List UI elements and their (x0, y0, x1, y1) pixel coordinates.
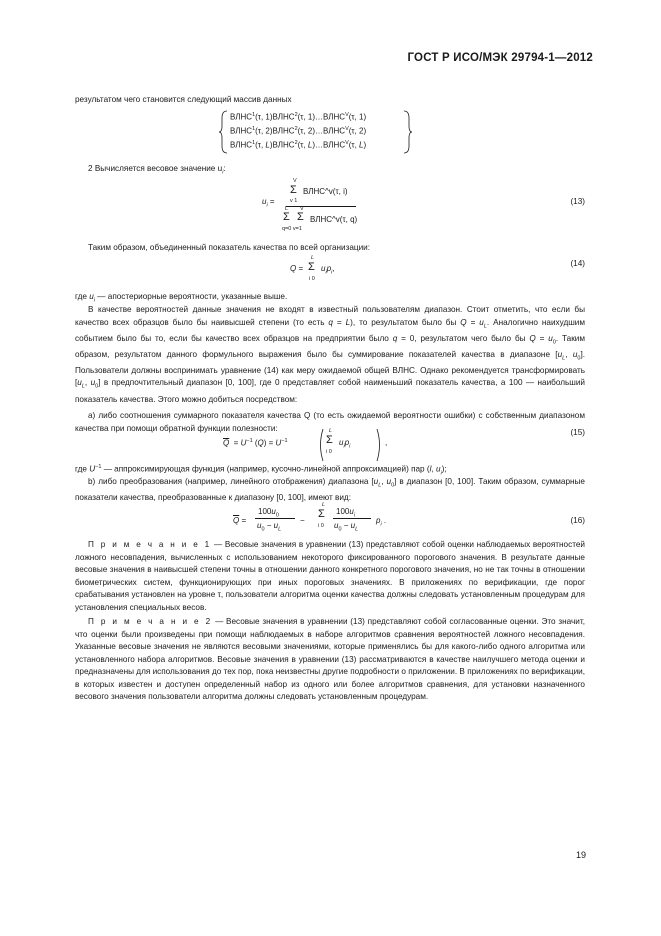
note-2: П р и м е ч а н и е 2 — Весовые значения в уравнении (13) представляют собой согласованные оценки. Это значит, что оценки были произведены при помощи наблюдаемых в наборе алгоритмов сравнения вероятностей ложного несовпадения. Указанные весовые значения не являются весовыми значениями, которые применялись бы для какого-либо одного алгоритма или установленного набора алгоритмов. Весовые значения в уравнении (13) рассматриваются в качестве наилучшего метода оценки и предназначены для использования до тех пор, пока неизвестны другие подробности о приложении. В приложениях по верификации, в которых известен и доступен определенный набор из одного или более алгоритмов сравнения, для установки назначенного весового значения пользователи алгоритма должны следовать установленным процедурам. (75, 617, 585, 701)
option-a-paragraph: а) либо соотношения суммарного показателя качества Q (то есть ожидаемой вероятности ошибки) с собственным диапазоном качества при помощи обратной функции полезности: (75, 411, 585, 433)
option-b-paragraph: b) либо преобразования (например, линейного отображения) диапазона [$u_L$, $u_0$] в диапазон [0, 100]. Таким образом, суммарные показатели качества, преобразованные к диапазону [0, 100], имеют вид: (75, 477, 585, 503)
step-2-text: 2 Вычисляется весовое значение $u_i$: (88, 164, 226, 176)
thus-paragraph: Таким образом, объединенный показатель качества по всей организации: (88, 243, 371, 252)
eq13-number: (13) (570, 197, 585, 206)
eq16-number: (16) (570, 516, 585, 525)
note-1: П р и м е ч а н и е 1 — Весовые значения в уравнении (13) представляют собой оценки наблюдаемых вероятностей ложного несовпадения, вычисленных с использованием некоторого фиксированного порогового значения. В результате данные весовые значения в наивысшей степени точны в отношении данного конкретного порогового значения, но не так точны в отношении биометрических систем, функционирующих при иных пороговых значениях. В приложениях по верификации, где порог срабатывания установлен на уровне τ, пользователи алгоритма оценки качества должны следовать установленным процедурам для установления специальных весов. (75, 540, 585, 612)
page-number: 19 (575, 850, 586, 860)
eq14-number: (14) (570, 259, 585, 268)
eq15-number: (15) (570, 428, 585, 437)
matrix-row-3: ВЛНС$^1$(τ, L)ВЛНС$^2$(τ, $L)\dots ВЛНС^V(\tau$, L) (230, 140, 367, 150)
intro-line: результатом чего становится следующий массив данных (75, 95, 292, 104)
matrix-row-2: ВЛНС$^1$(τ, 2)ВЛНС$^2$(τ, $2)\dots ВЛНС^V(\tau$, 2) (230, 126, 367, 136)
document-header: ГОСТ Р ИСО/МЭК 29794-1—2012 (407, 52, 593, 64)
where-U-line: где $U^{-1}$ — аппроксимирующая функция (например, кусочно-линейной аппроксимацией) пар (l, $u_i$); (75, 464, 447, 477)
matrix-row-1: ВЛНС$^1$(τ, 1)ВЛНС$^2$(τ, $1)\dots ВЛНС^V(\tau$, 1) (230, 112, 367, 122)
where-u-line: где $u_i$ — апостериорные вероятности, указанные выше. (75, 292, 288, 304)
matrix-right-bracket (400, 110, 414, 154)
main-paragraph: В качестве вероятностей данные значения не входят в известный пользователям диапазон. Стоит отметить, что если бы качество всех образцов было бы наивысшей степени (то есть q = L), то результатом было бы $Q = u_L$. Аналогично наихудшим событием было бы то, если бы качество всех образцов на предприятии было q = 0, результатом чего было бы $Q = u_0$. Таким образом, результатом данного формульного выражения было бы суммирование показателей качества в диапазоне [$u_L$, $u_0$]. Пользователи должны воспринимать уравнение (14) как меру ожидаемой общей ВЛНС. Однако рекомендуется трансформировать [$u_L$, $u_0$] в предпочтительный диапазон [0, 100], где 0 представляет собой наименьший показатель качества, а 100 — наибольший показатель качества. Этого можно добиться посредством: (75, 305, 585, 404)
